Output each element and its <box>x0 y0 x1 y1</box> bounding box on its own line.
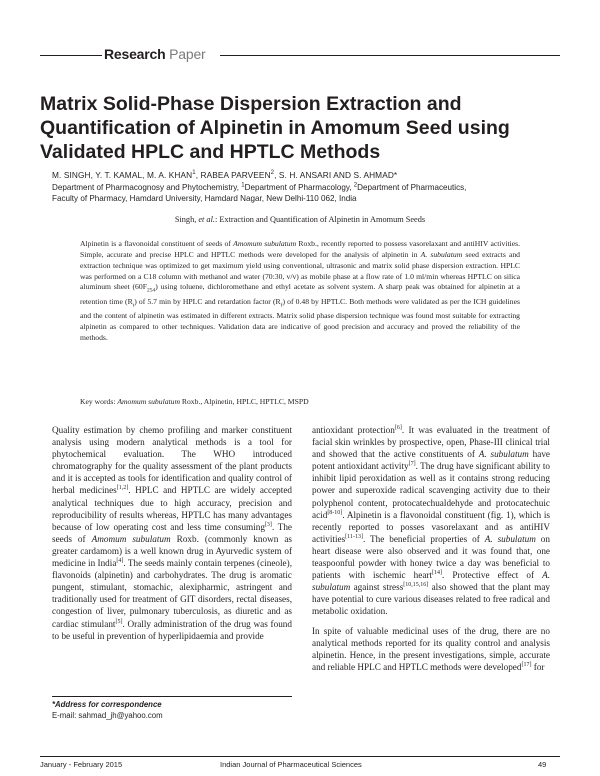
affil-part-3: Department of Pharmaceutics, <box>357 183 467 192</box>
abstract-text: ) using toluene, dichloromethane and ethyl acetate as solvent system. A sharp peak was obtained for alpinetin at a retention time (R <box>80 282 520 306</box>
header-rule-left <box>40 55 102 56</box>
body-text: . Protective effect of <box>442 570 543 581</box>
affil-part-1: Department of Pharmacognosy and Phytochemistry, <box>52 183 242 192</box>
body-text: . HPLC and HPTLC are widely accepted analytical techniques due to high accuracy, precision and reproducibility of results whereas, HPTLC has many advantages because of low operating cost and less time consuming <box>52 485 292 532</box>
running-head-title: : Extraction and Quantification of Alpinetin in Amomum Seeds <box>214 215 426 224</box>
body-text: . Orally administration of the drug was found to be useful in prevention of hyperlipidaemia and provide <box>52 618 292 641</box>
abstract-text: Roxb., recently reported to possess vasorelaxant and antiHIV activities. Simple, accurate and precise HPLC and HPTLC methods were developed for the analysis of alpinetin in <box>80 239 520 259</box>
citation: [1,2] <box>116 485 129 492</box>
header-rule-right <box>220 55 560 56</box>
body-text: . The drug have significant ability to inhibit lipid peroxidation as well as it contains strong reducing power and superoxide radical scavenging activity due to their polyphenol content, protocatechualdehyde and protocatechuic acid <box>312 461 550 520</box>
abstract-text: ) of 0.48 by HPTLC. Both methods were validated as per the ICH guidelines and the content of alpinetin was estimated in different extracts. Matrix solid phase dispersion technique was found most suitable for extracting alpinetin as compared to other techniques. Validation data are indicative of good precision and accuracy and proved the reliability of the methods. <box>80 296 520 342</box>
body-text: on heart disease were also observed and it was found that, one teaspoonful powder with honey twice a day was beneficial to patients with ischemic heart <box>312 533 550 581</box>
correspondence-email: E-mail: sahmad_jh@yahoo.com <box>52 711 163 720</box>
running-head <box>40 215 560 224</box>
citation: [14] <box>432 570 443 577</box>
abstract-text: seed extracts and extraction technique was optimized to get maximum yield using conventional, ultrasonic and matrix solid phase dispersion extraction. HPLC was performed on a C18 column with methanol and water (70:30, v/v) as mobile phase at a flow rate of 1.0 ml/min whereas HPTLC on silica aluminum sheet (60F <box>80 249 520 292</box>
body-column-left <box>52 424 292 642</box>
abstract-subscript: 254 <box>146 287 156 294</box>
running-head-authors: Singh, <box>174 215 199 224</box>
abstract <box>80 239 520 344</box>
abstract-text: Alpinetin is a flavonoidal constituent of seeds of <box>80 239 234 248</box>
correspondence-title: *Address for correspondence <box>52 700 162 709</box>
body-text: . The seeds of <box>52 521 293 544</box>
abstract-text: ) of 5.7 min by HPLC and retardation factor (R <box>134 296 281 306</box>
author-sup-2: 2 <box>270 170 275 177</box>
body-text: In spite of valuable medicinal uses of the drug, there are no analytical methods reported for its quality control and analysis alpinetin. Hence, in the present investigations, simple, accurate and reliable HPLC and HPTLC methods were developed <box>312 625 550 672</box>
species-name: A. subulatum <box>478 449 529 460</box>
body-column-right <box>312 424 550 680</box>
body-text: Roxb. (commonly known as greater cardamom) is a well known drug in Ayurvedic system of medicine in India <box>52 533 292 569</box>
citation: [6] <box>394 424 402 431</box>
body-text: antioxidant protection <box>312 425 395 435</box>
body-text: . It was evaluated in the treatment of facial skin wrinkles by prospective, open, Phase-III clinical trial and showed that the active constituents of <box>312 425 550 460</box>
footer-page-number: 49 <box>538 760 547 769</box>
affil-line-2: Faculty of Pharmacy, Hamdard University, Hamdard Nagar, New Delhi-110 062, India <box>52 193 357 203</box>
species-name: A. subulatum <box>312 570 550 593</box>
title-line-3: Validated HPLC and HPTLC Methods <box>40 141 381 163</box>
author-part-1: M. SINGH, Y. T. KAMAL, M. A. KHAN <box>52 170 193 180</box>
affil-sup-2: 2 <box>353 182 358 189</box>
citation: [7] <box>408 461 416 468</box>
body-text: . Alpinetin is a flavonoidal constituent (fig. 1), which is recently reported to posses vasorelaxant and as antiHIV activities <box>312 509 550 544</box>
author-sup-1: 1 <box>192 170 196 177</box>
body-text: . The seeds mainly contain terpenes (cineole), flavonoids (alpinetin) and carbohydrates. The drug is aromatic pungent, stimulant, stomachic, alexipharmic, astringent and traditionally used for treatment of GIT disorders, rectal diseases, congestion of liver, pulmonary tuberculosis, as diuretic and as cardiac stimulant <box>52 558 292 629</box>
keywords-label: Key words: <box>80 397 118 406</box>
citation: [11-13] <box>345 533 363 540</box>
abstract-species: Amomum subulatum <box>233 239 297 248</box>
section-label-word2: Paper <box>169 46 206 62</box>
footer-rule <box>40 756 560 757</box>
author-part-3: , S. H. ANSARI AND S. AHMAD* <box>274 170 398 180</box>
citation: [5] <box>115 618 123 625</box>
body-text: have potent antioxidant activity <box>312 449 550 472</box>
citation: [10,15,16] <box>403 582 429 589</box>
affiliations <box>52 183 572 204</box>
abstract-species: A. subulatum <box>420 249 463 259</box>
author-part-2: , RABEA PARVEEN <box>195 170 271 180</box>
body-paragraph-1 <box>312 424 550 618</box>
citation: [17] <box>521 661 532 668</box>
section-label-word1: Research <box>104 46 166 62</box>
species-name: Amomum subulatum <box>91 533 171 544</box>
correspondence-rule <box>52 696 292 697</box>
keywords-list: Roxb., Alpinetin, HPLC, HPTLC, MSPD <box>179 397 309 406</box>
title-line-1: Matrix Solid-Phase Dispersion Extraction and <box>40 93 462 115</box>
citation: [3] <box>264 521 272 528</box>
body-text: against stress <box>350 582 404 593</box>
footer-journal: Indian Journal of Pharmaceutical Sciences <box>220 760 362 769</box>
section-label <box>104 46 206 63</box>
title-line-2: Quantification of Alpinetin in Amomum Seed using <box>40 117 510 139</box>
body-text: Quality estimation by chemo profiling and marker constituent analysis using modern analytical methods is a tool for phytochemical evaluation. The WHO introduced chromatography for the quality assessment of the plant products and it is accepted as tools for identification and quality control of herbal medicines <box>52 425 292 496</box>
species-name: A. subulatum <box>484 533 536 544</box>
abstract-subscript: t <box>132 302 135 309</box>
running-head-etal: et al. <box>198 215 215 224</box>
author-list <box>52 170 397 181</box>
body-text: also showed that the plant may have potential to cure various diseases related to free radical and metabolic oxidation. <box>312 582 550 617</box>
citation: [8-10] <box>327 509 343 516</box>
affil-sup-1: 1 <box>241 182 245 189</box>
keywords-species: Amomum subulatum <box>117 397 180 406</box>
body-text: . The beneficial properties of <box>362 533 485 544</box>
keywords <box>80 397 520 408</box>
footer-date: January - February 2015 <box>40 760 123 769</box>
citation: [4] <box>116 557 124 564</box>
body-text: for <box>531 661 545 672</box>
abstract-subscript: f <box>280 302 283 309</box>
body-paragraph-2 <box>312 625 550 673</box>
article-title <box>40 92 560 164</box>
affil-part-2: Department of Pharmacology, <box>244 183 354 192</box>
